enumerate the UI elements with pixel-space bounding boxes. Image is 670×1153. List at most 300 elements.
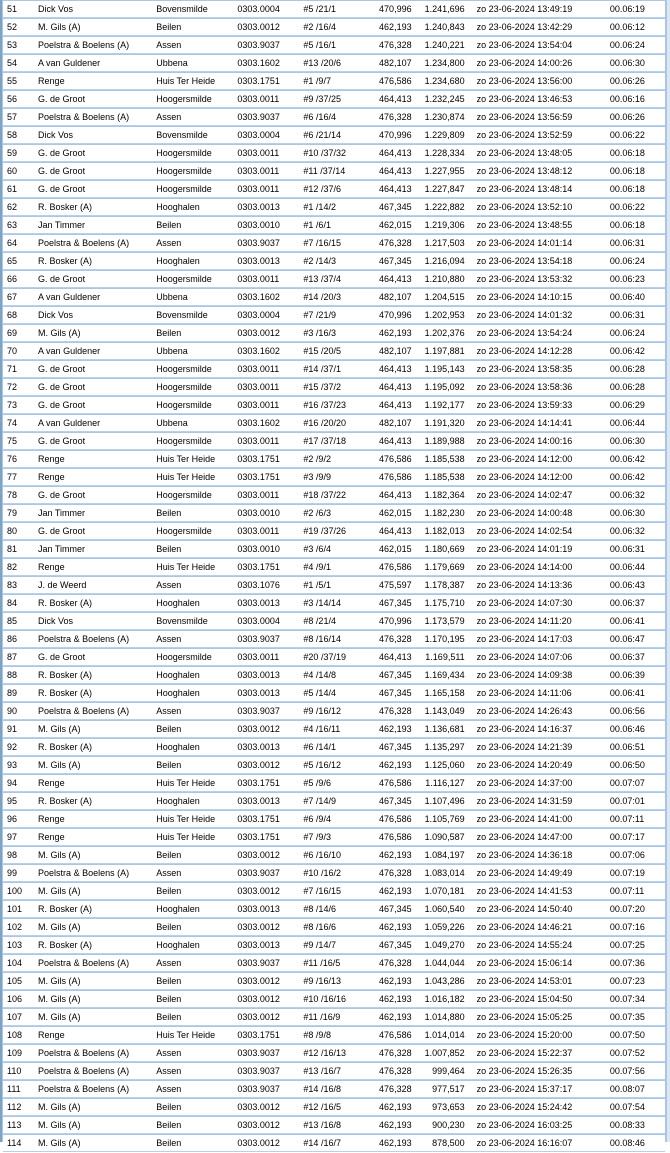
- fancier-name-cell: R. Bosker (A): [35, 793, 153, 810]
- table-row[interactable]: [3, 901, 665, 918]
- fancier-name-cell: J. de Weerd: [35, 577, 153, 594]
- table-row[interactable]: [3, 973, 665, 990]
- speed-cell: 1.044,044: [418, 955, 471, 972]
- position-cell: 66: [3, 271, 35, 288]
- table-row[interactable]: [3, 1117, 665, 1134]
- flight-duration-cell: 00.06:30: [607, 433, 665, 450]
- member-code-cell: 0303.9037: [234, 37, 300, 54]
- distance-cell: 476,586: [364, 1027, 418, 1044]
- member-code-cell: 0303.0011: [234, 397, 300, 414]
- flight-duration-cell: 00.06:50: [607, 757, 665, 774]
- flight-duration-cell: 00.06:32: [607, 487, 665, 504]
- entry-rank-cell: #8 /21/4: [300, 613, 363, 630]
- position-cell: 73: [3, 397, 35, 414]
- table-row[interactable]: [3, 757, 665, 774]
- position-cell: 81: [3, 541, 35, 558]
- arrival-time-cell: zo 23-06-2024 13:49:19: [471, 1, 607, 18]
- distance-cell: 464,413: [364, 163, 418, 180]
- distance-cell: 462,193: [364, 19, 418, 36]
- entry-rank-cell: #7 /16/15: [300, 883, 363, 900]
- fancier-name-cell: M. Gils (A): [35, 721, 153, 738]
- entry-rank-cell: #11 /16/5: [300, 955, 363, 972]
- table-row[interactable]: [3, 703, 665, 720]
- arrival-time-cell: zo 23-06-2024 14:50:40: [471, 901, 607, 918]
- flight-duration-cell: 00.06:16: [607, 91, 665, 108]
- member-code-cell: 0303.0012: [234, 991, 300, 1008]
- location-cell: Beilen: [153, 1117, 234, 1134]
- table-row[interactable]: [3, 829, 665, 846]
- table-row[interactable]: [3, 91, 665, 108]
- distance-cell: 467,345: [364, 739, 418, 756]
- speed-cell: 1.197,881: [418, 343, 471, 360]
- table-row[interactable]: [3, 487, 665, 504]
- arrival-time-cell: zo 23-06-2024 13:48:05: [471, 145, 607, 162]
- fancier-name-cell: M. Gils (A): [35, 919, 153, 936]
- location-cell: Beilen: [153, 919, 234, 936]
- distance-cell: 462,193: [364, 325, 418, 342]
- position-cell: 114: [3, 1135, 35, 1152]
- member-code-cell: 0303.1602: [234, 289, 300, 306]
- table-row[interactable]: [3, 307, 665, 324]
- fancier-name-cell: A van Guldener: [35, 289, 153, 306]
- distance-cell: 482,107: [364, 55, 418, 72]
- fancier-name-cell: G. de Groot: [35, 379, 153, 396]
- fancier-name-cell: M. Gils (A): [35, 19, 153, 36]
- location-cell: Assen: [153, 235, 234, 252]
- arrival-time-cell: zo 23-06-2024 13:58:36: [471, 379, 607, 396]
- distance-cell: 476,328: [364, 1063, 418, 1080]
- member-code-cell: 0303.9037: [234, 955, 300, 972]
- fancier-name-cell: G. de Groot: [35, 523, 153, 540]
- flight-duration-cell: 00.06:31: [607, 235, 665, 252]
- speed-cell: 1.182,013: [418, 523, 471, 540]
- member-code-cell: 0303.1751: [234, 73, 300, 90]
- entry-rank-cell: #8 /16/6: [300, 919, 363, 936]
- position-cell: 90: [3, 703, 35, 720]
- flight-duration-cell: 00.06:42: [607, 451, 665, 468]
- distance-cell: 482,107: [364, 415, 418, 432]
- speed-cell: 1.191,320: [418, 415, 471, 432]
- entry-rank-cell: #12 /37/6: [300, 181, 363, 198]
- table-row[interactable]: [3, 613, 665, 630]
- arrival-time-cell: zo 23-06-2024 13:59:33: [471, 397, 607, 414]
- entry-rank-cell: #8 /14/6: [300, 901, 363, 918]
- fancier-name-cell: Dick Vos: [35, 1, 153, 18]
- location-cell: Hoogersmilde: [153, 91, 234, 108]
- arrival-time-cell: zo 23-06-2024 14:01:19: [471, 541, 607, 558]
- table-row[interactable]: [3, 1081, 665, 1098]
- arrival-time-cell: zo 23-06-2024 14:13:36: [471, 577, 607, 594]
- fancier-name-cell: Jan Timmer: [35, 541, 153, 558]
- table-row[interactable]: [3, 415, 665, 432]
- member-code-cell: 0303.1751: [234, 559, 300, 576]
- table-row[interactable]: [3, 991, 665, 1008]
- table-row[interactable]: [3, 325, 665, 342]
- position-cell: 64: [3, 235, 35, 252]
- table-row[interactable]: [3, 253, 665, 270]
- arrival-time-cell: zo 23-06-2024 13:53:32: [471, 271, 607, 288]
- entry-rank-cell: #9 /14/7: [300, 937, 363, 954]
- table-row[interactable]: [3, 865, 665, 882]
- flight-duration-cell: 00.06:18: [607, 163, 665, 180]
- speed-cell: 1.192,177: [418, 397, 471, 414]
- table-row[interactable]: [3, 739, 665, 756]
- fancier-name-cell: Renge: [35, 73, 153, 90]
- entry-rank-cell: #1 /5/1: [300, 577, 363, 594]
- table-row[interactable]: [3, 397, 665, 414]
- member-code-cell: 0303.0011: [234, 523, 300, 540]
- table-row[interactable]: [3, 937, 665, 954]
- arrival-time-cell: zo 23-06-2024 14:20:49: [471, 757, 607, 774]
- member-code-cell: 0303.1751: [234, 829, 300, 846]
- table-row[interactable]: [3, 1045, 665, 1062]
- position-cell: 80: [3, 523, 35, 540]
- flight-duration-cell: 00.07:07: [607, 775, 665, 792]
- table-row[interactable]: [3, 271, 665, 288]
- flight-duration-cell: 00.06:43: [607, 577, 665, 594]
- position-cell: 104: [3, 955, 35, 972]
- fancier-name-cell: Renge: [35, 451, 153, 468]
- location-cell: Beilen: [153, 505, 234, 522]
- member-code-cell: 0303.1602: [234, 415, 300, 432]
- speed-cell: 1.143,049: [418, 703, 471, 720]
- table-row[interactable]: [3, 541, 665, 558]
- table-row[interactable]: [3, 163, 665, 180]
- entry-rank-cell: #6 /21/14: [300, 127, 363, 144]
- fancier-name-cell: G. de Groot: [35, 145, 153, 162]
- distance-cell: 476,586: [364, 469, 418, 486]
- table-row[interactable]: [3, 433, 665, 450]
- member-code-cell: 0303.0012: [234, 1135, 300, 1152]
- table-row[interactable]: [3, 1009, 665, 1026]
- fancier-name-cell: G. de Groot: [35, 91, 153, 108]
- entry-rank-cell: #6 /14/1: [300, 739, 363, 756]
- member-code-cell: 0303.0013: [234, 199, 300, 216]
- table-row[interactable]: [3, 595, 665, 612]
- table-row[interactable]: [3, 361, 665, 378]
- fancier-name-cell: Poelstra & Boelens (A): [35, 865, 153, 882]
- member-code-cell: 0303.1602: [234, 55, 300, 72]
- speed-cell: 1.202,376: [418, 325, 471, 342]
- table-row[interactable]: [3, 469, 665, 486]
- entry-rank-cell: #1 /6/1: [300, 217, 363, 234]
- flight-duration-cell: 00.06:40: [607, 289, 665, 306]
- position-cell: 107: [3, 1009, 35, 1026]
- speed-cell: 1.136,681: [418, 721, 471, 738]
- location-cell: Huis Ter Heide: [153, 559, 234, 576]
- distance-cell: 462,193: [364, 1117, 418, 1134]
- member-code-cell: 0303.0011: [234, 361, 300, 378]
- table-row[interactable]: [3, 451, 665, 468]
- flight-duration-cell: 00.06:26: [607, 73, 665, 90]
- flight-duration-cell: 00.07:52: [607, 1045, 665, 1062]
- table-row[interactable]: [3, 127, 665, 144]
- fancier-name-cell: Jan Timmer: [35, 505, 153, 522]
- table-row[interactable]: [3, 109, 665, 126]
- flight-duration-cell: 00.06:39: [607, 667, 665, 684]
- arrival-time-cell: zo 23-06-2024 14:12:00: [471, 469, 607, 486]
- speed-cell: 1.107,496: [418, 793, 471, 810]
- member-code-cell: 0303.0004: [234, 1, 300, 18]
- arrival-time-cell: zo 23-06-2024 14:09:38: [471, 667, 607, 684]
- arrival-time-cell: zo 23-06-2024 14:12:28: [471, 343, 607, 360]
- arrival-time-cell: zo 23-06-2024 14:26:43: [471, 703, 607, 720]
- distance-cell: 476,328: [364, 1045, 418, 1062]
- table-row[interactable]: [3, 883, 665, 900]
- speed-cell: 1.173,579: [418, 613, 471, 630]
- position-cell: 70: [3, 343, 35, 360]
- entry-rank-cell: #8 /16/14: [300, 631, 363, 648]
- position-cell: 60: [3, 163, 35, 180]
- position-cell: 75: [3, 433, 35, 450]
- speed-cell: 1.049,270: [418, 937, 471, 954]
- flight-duration-cell: 00.06:51: [607, 739, 665, 756]
- location-cell: Hooghalen: [153, 937, 234, 954]
- speed-cell: 1.182,364: [418, 487, 471, 504]
- distance-cell: 476,328: [364, 1081, 418, 1098]
- flight-duration-cell: 00.06:42: [607, 469, 665, 486]
- flight-duration-cell: 00.06:18: [607, 145, 665, 162]
- arrival-time-cell: zo 23-06-2024 14:36:18: [471, 847, 607, 864]
- speed-cell: 1.084,197: [418, 847, 471, 864]
- fancier-name-cell: Poelstra & Boelens (A): [35, 235, 153, 252]
- speed-cell: 1.083,014: [418, 865, 471, 882]
- entry-rank-cell: #11 /16/9: [300, 1009, 363, 1026]
- member-code-cell: 0303.0011: [234, 163, 300, 180]
- location-cell: Huis Ter Heide: [153, 829, 234, 846]
- member-code-cell: 0303.0011: [234, 649, 300, 666]
- location-cell: Beilen: [153, 721, 234, 738]
- table-row[interactable]: [3, 1027, 665, 1044]
- member-code-cell: 0303.0013: [234, 595, 300, 612]
- location-cell: Beilen: [153, 883, 234, 900]
- flight-duration-cell: 00.06:32: [607, 523, 665, 540]
- table-row[interactable]: [3, 1, 665, 18]
- speed-cell: 1.222,882: [418, 199, 471, 216]
- results-table: [3, 0, 665, 1153]
- location-cell: Beilen: [153, 757, 234, 774]
- entry-rank-cell: #4 /16/11: [300, 721, 363, 738]
- entry-rank-cell: #20 /37/19: [300, 649, 363, 666]
- location-cell: Hoogersmilde: [153, 433, 234, 450]
- entry-rank-cell: #5 /16/12: [300, 757, 363, 774]
- member-code-cell: 0303.0012: [234, 19, 300, 36]
- arrival-time-cell: zo 23-06-2024 14:14:41: [471, 415, 607, 432]
- member-code-cell: 0303.0012: [234, 1117, 300, 1134]
- distance-cell: 476,586: [364, 451, 418, 468]
- speed-cell: 1.216,094: [418, 253, 471, 270]
- table-row[interactable]: [3, 145, 665, 162]
- distance-cell: 467,345: [364, 937, 418, 954]
- table-row[interactable]: [3, 235, 665, 252]
- position-cell: 61: [3, 181, 35, 198]
- speed-cell: 1.182,230: [418, 505, 471, 522]
- table-row[interactable]: [3, 847, 665, 864]
- entry-rank-cell: #3 /9/9: [300, 469, 363, 486]
- entry-rank-cell: #7 /14/9: [300, 793, 363, 810]
- table-row[interactable]: [3, 1135, 665, 1152]
- arrival-time-cell: zo 23-06-2024 14:01:32: [471, 307, 607, 324]
- flight-duration-cell: 00.06:41: [607, 613, 665, 630]
- speed-cell: 1.229,809: [418, 127, 471, 144]
- flight-duration-cell: 00.07:06: [607, 847, 665, 864]
- arrival-time-cell: zo 23-06-2024 15:37:17: [471, 1081, 607, 1098]
- table-row[interactable]: [3, 955, 665, 972]
- entry-rank-cell: #2 /14/3: [300, 253, 363, 270]
- distance-cell: 482,107: [364, 343, 418, 360]
- arrival-time-cell: zo 23-06-2024 14:47:00: [471, 829, 607, 846]
- arrival-time-cell: zo 23-06-2024 14:17:03: [471, 631, 607, 648]
- table-row[interactable]: [3, 811, 665, 828]
- speed-cell: 1.014,014: [418, 1027, 471, 1044]
- distance-cell: 462,193: [364, 1135, 418, 1152]
- table-row[interactable]: [3, 19, 665, 36]
- position-cell: 89: [3, 685, 35, 702]
- fancier-name-cell: M. Gils (A): [35, 973, 153, 990]
- location-cell: Beilen: [153, 991, 234, 1008]
- flight-duration-cell: 00.07:50: [607, 1027, 665, 1044]
- arrival-time-cell: zo 23-06-2024 14:11:20: [471, 613, 607, 630]
- distance-cell: 467,345: [364, 199, 418, 216]
- table-row[interactable]: [3, 343, 665, 360]
- location-cell: Assen: [153, 1045, 234, 1062]
- table-row[interactable]: [3, 505, 665, 522]
- position-cell: 98: [3, 847, 35, 864]
- position-cell: 85: [3, 613, 35, 630]
- arrival-time-cell: zo 23-06-2024 14:12:00: [471, 451, 607, 468]
- distance-cell: 464,413: [364, 91, 418, 108]
- speed-cell: 1.217,503: [418, 235, 471, 252]
- fancier-name-cell: Poelstra & Boelens (A): [35, 703, 153, 720]
- position-cell: 71: [3, 361, 35, 378]
- arrival-time-cell: zo 23-06-2024 13:48:12: [471, 163, 607, 180]
- arrival-time-cell: zo 23-06-2024 15:26:35: [471, 1063, 607, 1080]
- fancier-name-cell: G. de Groot: [35, 397, 153, 414]
- table-row[interactable]: [3, 55, 665, 72]
- entry-rank-cell: #4 /9/1: [300, 559, 363, 576]
- fancier-name-cell: A van Guldener: [35, 343, 153, 360]
- entry-rank-cell: #13 /16/8: [300, 1117, 363, 1134]
- table-row[interactable]: [3, 289, 665, 306]
- flight-duration-cell: 00.07:25: [607, 937, 665, 954]
- arrival-time-cell: zo 23-06-2024 15:04:50: [471, 991, 607, 1008]
- fancier-name-cell: Dick Vos: [35, 307, 153, 324]
- distance-cell: 462,193: [364, 991, 418, 1008]
- table-row[interactable]: [3, 919, 665, 936]
- speed-cell: 1.189,988: [418, 433, 471, 450]
- speed-cell: 1.116,127: [418, 775, 471, 792]
- arrival-time-cell: zo 23-06-2024 14:16:37: [471, 721, 607, 738]
- speed-cell: 1.195,092: [418, 379, 471, 396]
- speed-cell: 1.105,769: [418, 811, 471, 828]
- distance-cell: 476,586: [364, 811, 418, 828]
- fancier-name-cell: M. Gils (A): [35, 757, 153, 774]
- position-cell: 92: [3, 739, 35, 756]
- table-row[interactable]: [3, 721, 665, 738]
- entry-rank-cell: #19 /37/26: [300, 523, 363, 540]
- fancier-name-cell: R. Bosker (A): [35, 199, 153, 216]
- table-row[interactable]: [3, 775, 665, 792]
- position-cell: 74: [3, 415, 35, 432]
- distance-cell: 476,328: [364, 235, 418, 252]
- entry-rank-cell: #16 /20/20: [300, 415, 363, 432]
- table-row[interactable]: [3, 649, 665, 666]
- flight-duration-cell: 00.08:33: [607, 1117, 665, 1134]
- flight-duration-cell: 00.06:37: [607, 595, 665, 612]
- position-cell: 109: [3, 1045, 35, 1062]
- position-cell: 105: [3, 973, 35, 990]
- table-row[interactable]: [3, 181, 665, 198]
- location-cell: Hoogersmilde: [153, 397, 234, 414]
- table-row[interactable]: [3, 199, 665, 216]
- entry-rank-cell: #5 /21/1: [300, 1, 363, 18]
- table-row[interactable]: [3, 667, 665, 684]
- arrival-time-cell: zo 23-06-2024 14:02:47: [471, 487, 607, 504]
- flight-duration-cell: 00.07:01: [607, 793, 665, 810]
- flight-duration-cell: 00.07:11: [607, 811, 665, 828]
- distance-cell: 462,193: [364, 847, 418, 864]
- entry-rank-cell: #9 /16/13: [300, 973, 363, 990]
- speed-cell: 1.170,195: [418, 631, 471, 648]
- table-row[interactable]: [3, 37, 665, 54]
- table-row[interactable]: [3, 1099, 665, 1116]
- table-row[interactable]: [3, 523, 665, 540]
- speed-cell: 1.232,245: [418, 91, 471, 108]
- arrival-time-cell: zo 23-06-2024 14:11:06: [471, 685, 607, 702]
- entry-rank-cell: #2 /16/4: [300, 19, 363, 36]
- fancier-name-cell: A van Guldener: [35, 55, 153, 72]
- table-row[interactable]: [3, 1063, 665, 1080]
- fancier-name-cell: Renge: [35, 559, 153, 576]
- table-row[interactable]: [3, 793, 665, 810]
- speed-cell: 1.070,181: [418, 883, 471, 900]
- position-cell: 103: [3, 937, 35, 954]
- location-cell: Assen: [153, 1081, 234, 1098]
- fancier-name-cell: M. Gils (A): [35, 325, 153, 342]
- arrival-time-cell: zo 23-06-2024 13:48:55: [471, 217, 607, 234]
- member-code-cell: 0303.9037: [234, 703, 300, 720]
- flight-duration-cell: 00.07:20: [607, 901, 665, 918]
- table-row[interactable]: [3, 73, 665, 90]
- table-row[interactable]: [3, 379, 665, 396]
- table-row[interactable]: [3, 217, 665, 234]
- member-code-cell: 0303.0012: [234, 883, 300, 900]
- location-cell: Huis Ter Heide: [153, 775, 234, 792]
- speed-cell: 1.240,843: [418, 19, 471, 36]
- location-cell: Beilen: [153, 325, 234, 342]
- table-row[interactable]: [3, 631, 665, 648]
- table-row[interactable]: [3, 577, 665, 594]
- table-row[interactable]: [3, 685, 665, 702]
- fancier-name-cell: Poelstra & Boelens (A): [35, 955, 153, 972]
- member-code-cell: 0303.0013: [234, 253, 300, 270]
- member-code-cell: 0303.0010: [234, 217, 300, 234]
- location-cell: Bovensmilde: [153, 307, 234, 324]
- member-code-cell: 0303.1751: [234, 469, 300, 486]
- flight-duration-cell: 00.06:28: [607, 361, 665, 378]
- fancier-name-cell: G. de Groot: [35, 487, 153, 504]
- member-code-cell: 0303.1751: [234, 775, 300, 792]
- table-row[interactable]: [3, 559, 665, 576]
- member-code-cell: 0303.1602: [234, 343, 300, 360]
- member-code-cell: 0303.0004: [234, 307, 300, 324]
- member-code-cell: 0303.9037: [234, 1045, 300, 1062]
- location-cell: Assen: [153, 1063, 234, 1080]
- distance-cell: 476,586: [364, 559, 418, 576]
- entry-rank-cell: #11 /37/14: [300, 163, 363, 180]
- flight-duration-cell: 00.06:23: [607, 271, 665, 288]
- entry-rank-cell: #7 /9/3: [300, 829, 363, 846]
